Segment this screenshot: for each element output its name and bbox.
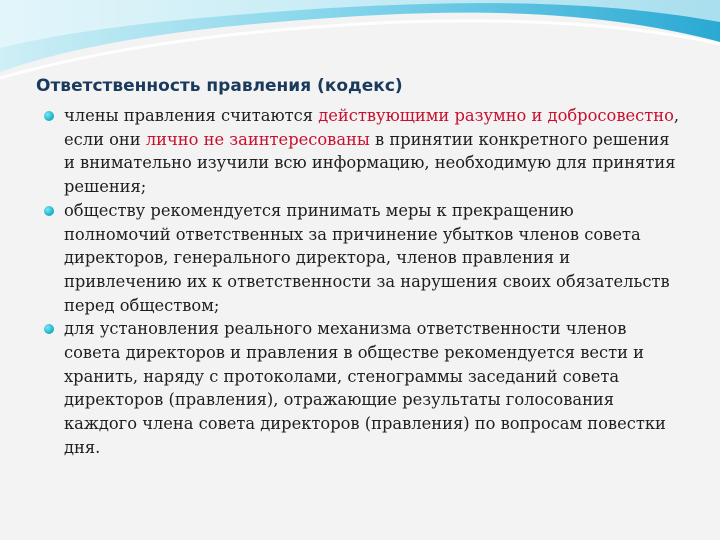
item-highlight: лично не заинтересованы	[145, 129, 370, 149]
bullet-icon	[44, 111, 54, 121]
list-item	[44, 199, 684, 318]
item-highlight: действующими разумно и добросовестно	[318, 106, 674, 125]
item-text: члены правления считаются	[64, 106, 319, 125]
header-wave-decoration	[0, 0, 720, 80]
bullet-list	[44, 104, 684, 460]
bullet-icon	[44, 324, 54, 334]
item-text: в принятии конкретного решения и внимательно изучили всю информацию, необходимую для принятия решения;	[64, 129, 676, 197]
list-item	[44, 104, 684, 199]
item-text: для установления реального механизма ответственности членов совета директоров и правления в обществе рекомендуется вести и хранить, наряду с протоколами, стенограммы заседаний совета директоров (правления), отражающие результаты голосования каждого члена совета директоров (правления) по вопросам повестки дня.	[64, 319, 666, 457]
list-item	[44, 317, 684, 459]
item-text: обществу рекомендуется принимать меры к прекращению полномочий ответственных за причинение убытков членов совета директоров, генерального директора, членов правления и привлечению их к ответственности за нарушения своих обязательств перед обществом;	[64, 200, 670, 315]
slide-title: Ответственность правления (кодекс)	[36, 76, 403, 96]
item-text: , если они	[64, 106, 680, 149]
bullet-icon	[44, 206, 54, 216]
